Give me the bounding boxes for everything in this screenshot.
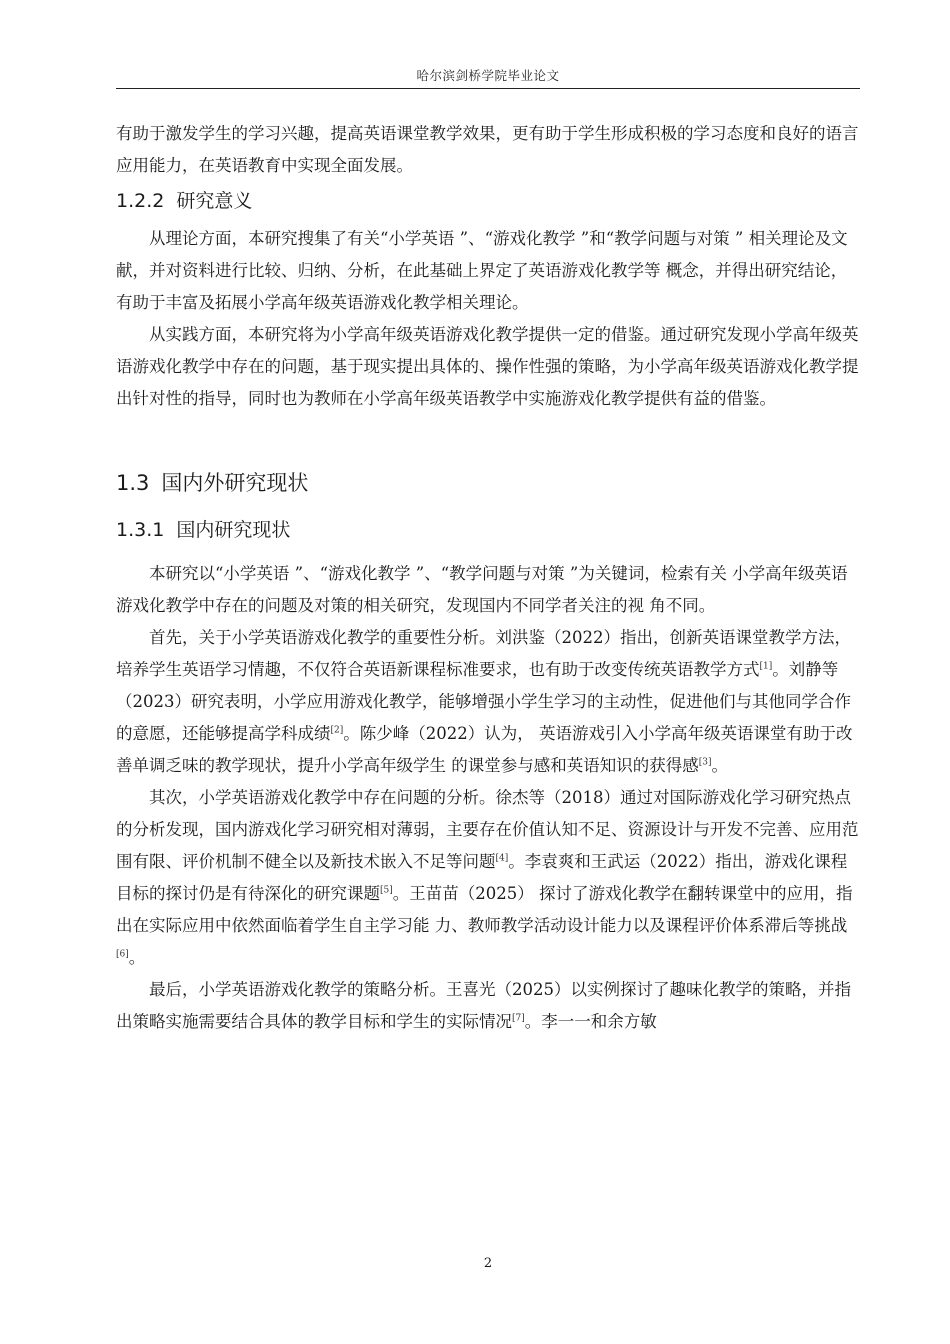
paragraph-strategies: 最后，小学英语游戏化教学的策略分析。王喜光（2025）以实例探讨了趣味化教学的策略，并指出策略实施需要结合具体的教学目标和学生的实际情况[7]。李一一和余方敏 xyxy=(116,980,851,1031)
heading-number: 1.3 xyxy=(116,471,150,495)
citation-ref: [6] xyxy=(116,949,129,960)
page-number: 2 xyxy=(483,1256,493,1271)
heading-number: 1.2.2 xyxy=(116,190,165,212)
paragraph-continuation: 有助于激发学生的学习兴趣，提高英语课堂教学效果，更有助于学生形成积极的学习态度和良好的语言应用能力，在英语教育中实现全面发展。 xyxy=(116,124,859,175)
body-block-3 xyxy=(116,514,860,1038)
page-header-title: 哈尔滨剑桥学院毕业论文 xyxy=(416,68,560,83)
heading-title: 研究意义 xyxy=(176,190,253,212)
paragraph-problems: 其次，小学英语游戏化教学中存在问题的分析。徐杰等（2018）通过对国际游戏化学习研究热点的分析发现，国内游戏化学习研究相对薄弱，主要存在价值认知不足、资源设计与开发不完善、应用范围有限、评价机制不健全以及新技术嵌入不足等问题[4]。李袁爽和王武运（2022）指出，游戏化课程目标的探讨仍是有待深化的研究课题[5]。王苗苗（2025） 探讨了游戏化教学在翻转课堂中的应用，指出在实际应用中依然面临着学生自主学习能 力、教师教学活动设计能力以及课程评价体系滞后等挑战[6]。 xyxy=(116,788,859,967)
heading-title: 国内外研究现状 xyxy=(161,471,309,495)
paragraph-theory: 从理论方面，本研究搜集了有关“小学英语 ”、“游戏化教学 ”和“教学问题与对策 ” 相关理论及文献，并对资料进行比较、归纳、分析，在此基础上界定了英语游戏化教学等 概念，并得出研究结论，有助于丰富及拓展小学高年级英语游戏化教学相关理论。 xyxy=(116,229,848,312)
paragraph-keywords: 本研究以“小学英语 ”、“游戏化教学 ”、“教学问题与对策 ”为关键词，检索有关 小学高年级英语游戏化教学中存在的问题及对策的相关研究，发现国内不同学者关注的视 角不同。 xyxy=(116,564,848,615)
citation-ref: [1] xyxy=(759,661,773,672)
paragraph-practice: 从实践方面，本研究将为小学高年级英语游戏化教学提供一定的借鉴。通过研究发现小学高年级英语游戏化教学中存在的问题，基于现实提出具体的、操作性强的策略，为小学高年级英语游戏化教学提出针对性的指导，同时也为教师在小学高年级英语教学中实施游戏化教学提供有益的借鉴。 xyxy=(116,325,859,408)
citation-ref: [7] xyxy=(512,1013,525,1024)
body-block-1 xyxy=(116,118,860,415)
heading-title: 国内研究现状 xyxy=(176,519,291,541)
heading-1-3 xyxy=(116,466,860,500)
citation-ref: [3] xyxy=(698,757,712,768)
citation-ref: [2] xyxy=(330,725,344,736)
citation-ref: [5] xyxy=(380,885,393,896)
heading-1-3-1 xyxy=(116,514,860,546)
header-divider xyxy=(116,88,860,89)
citation-ref: [4] xyxy=(495,853,509,864)
paragraph-importance: 首先，关于小学英语游戏化教学的重要性分析。刘洪鉴（2022）指出，创新英语课堂教学方法，培养学生英语学习情趣，不仅符合英语新课程标准要求，也有助于改变传统英语教学方式[1]。刘静等（2023）研究表明，小学应用游戏化教学，能够增强小学生学习的主动性，促进他们与其他同学合作的意愿，还能够提高学科成绩[2]。陈少峰（2022）认为， 英语游戏引入小学高年级英语课堂有助于改善单调乏味的教学现状，提升小学高年级学生 的课堂参与感和英语知识的获得感[3]。 xyxy=(116,628,853,775)
heading-number: 1.3.1 xyxy=(116,519,165,541)
heading-1-2-2 xyxy=(116,185,860,217)
body-block-2 xyxy=(116,466,860,500)
